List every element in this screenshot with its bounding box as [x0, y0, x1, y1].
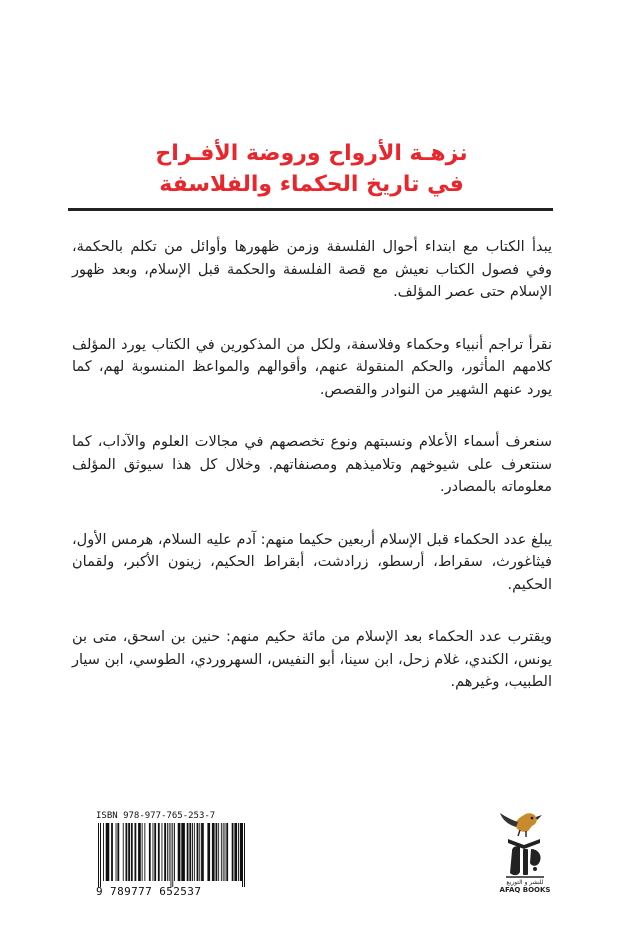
title-line-2: في تاريخ الحكماء والفلاسفة [159, 172, 464, 197]
isbn-barcode [96, 811, 251, 900]
barcode-bar [187, 823, 189, 881]
barcode-bar [162, 823, 163, 881]
barcode-bar [201, 823, 204, 881]
barcode-bar [126, 823, 128, 881]
barcode-bar [238, 823, 239, 881]
barcode-bar [135, 823, 137, 881]
barcode-bars [96, 823, 251, 887]
barcode-bar [154, 823, 156, 881]
barcode-bar [111, 823, 113, 881]
barcode-bar [192, 823, 193, 881]
barcode-bar [218, 823, 219, 881]
blurb-paragraph-3: سنعرف أسماء الأعلام ونسبتهم ونوع تخصصهم في مجالات العلوم والآداب، كما سنتعرف على شيوخهم وتلاميذهم ومصنفاتهم. وخلال كل هذا سيوثق المؤلف معلوماته بالمصادر. [72, 434, 552, 495]
barcode-bar [103, 823, 104, 881]
barcode-bar [197, 823, 199, 881]
barcode-bar [181, 823, 185, 881]
barcode-bar [100, 823, 101, 887]
barcode-bar [158, 823, 160, 881]
barcode-bar [216, 823, 218, 881]
barcode-bar [194, 823, 195, 881]
isbn-label: ISBN 978-977-765-253-7 [96, 811, 216, 821]
book-title [60, 138, 563, 200]
barcode-bar [234, 823, 237, 881]
bird-icon [500, 813, 542, 837]
barcode-bar [199, 823, 200, 881]
barcode-bar [117, 823, 119, 881]
barcode-bar [153, 823, 154, 881]
barcode-bar [138, 823, 141, 881]
barcode-bar [174, 823, 175, 881]
publisher-name-arabic: للنشر و التوزيع [506, 879, 544, 886]
title-line-1: نزهـة الأرواح وروضة الأفـراح [155, 141, 468, 166]
blurb-paragraph-4: يبلغ عدد الحكماء قبل الإسلام أربعين حكيما منهم: آدم عليه السلام، هرمس الأول، فيثاغورث، سقراط، أرسطو، زرادشت، أبقراط الحكيم، زينون الأكبر، ولقمان الحكيم. [72, 531, 552, 593]
barcode-bar [131, 823, 133, 881]
barcode-bar [221, 823, 222, 881]
barcode-bar [167, 823, 168, 881]
barcode-bar [98, 823, 99, 887]
barcode-bar [106, 823, 110, 881]
barcode-bar [242, 823, 243, 887]
barcode-bar [171, 823, 172, 887]
barcode-bar [223, 823, 224, 881]
barcode-bar [164, 823, 166, 881]
barcode-bar [225, 823, 226, 881]
barcode-bar [244, 823, 245, 887]
barcode-bar [142, 823, 143, 881]
publisher-logo [494, 809, 556, 901]
barcode-bar [172, 823, 173, 887]
barcode-bar [178, 823, 181, 881]
barcode-bar [123, 823, 124, 881]
barcode-bar [169, 823, 170, 881]
book-icon [506, 839, 544, 877]
title-divider [68, 208, 553, 211]
bird-on-book-logo-icon [494, 809, 556, 883]
barcode-bar [212, 823, 215, 881]
blurb-paragraph-5: ويقترب عدد الحكماء بعد الإسلام من مائة حكيم منهم: حنين بن اسحق، متى بن يونس، الكندي، غلام زحل، ابن سينا، أبو النفيس، السهروردي، الطوسي، ابن سيار الطبيب، وغيرهم. [72, 629, 552, 690]
blurb-paragraph-2: نقرأ تراجم أنبياء وحكماء وفلاسفة، ولكل من المذكورين في الكتاب يورد المؤلف كلامهم المأثور، والحكم المنقولة عنهم، وأقوالهم والمواعظ المنسوبة لهم، كما يورد عنهم الشهير من النوادر والقصص. [72, 336, 552, 398]
blurb-paragraph-1: يبدأ الكتاب مع ابتداء أحوال الفلسفة وزمن ظهورها وأوائل من تكلم بالحكمة، وفي فصول الكتاب نعيش مع قصة الفلسفة والحكمة قبل الإسلام، وبعد ظهور الإسلام حتى عصر المؤلف. [72, 239, 552, 300]
barcode-bar [149, 823, 151, 881]
barcode-bar [189, 823, 191, 881]
barcode-bar [128, 823, 130, 881]
barcode-bar [116, 823, 117, 881]
barcode-bar [232, 823, 234, 881]
barcode-bar [226, 823, 228, 881]
barcode-bar [144, 823, 145, 881]
publisher-name-english: AFAQ BOOKS [499, 886, 551, 894]
blurb-text [72, 236, 552, 694]
barcode-bar [207, 823, 210, 881]
barcode-digits: 9 789777 652537 [96, 885, 202, 898]
